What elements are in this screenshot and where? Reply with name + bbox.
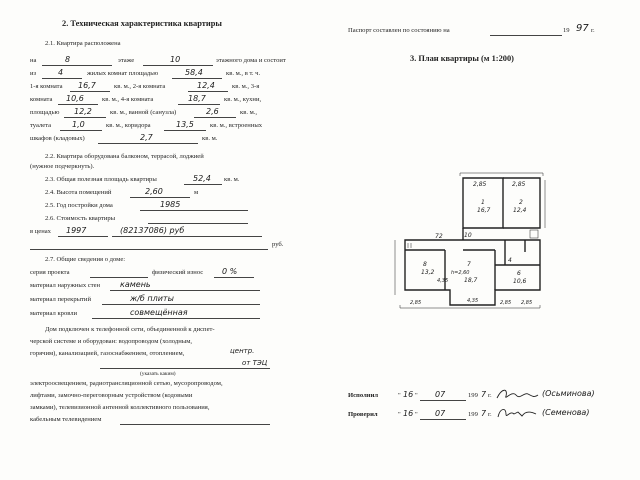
executed-month: 07 bbox=[435, 390, 446, 399]
plan-label-j: 13,2 bbox=[421, 269, 435, 276]
underline bbox=[178, 104, 220, 105]
plan-label-e: 2 bbox=[519, 199, 523, 206]
underline bbox=[490, 35, 562, 36]
room3-value: 10,6 bbox=[66, 94, 84, 103]
conn-line3: горячим), канализацией, газоснабжением, отоплением, bbox=[30, 350, 185, 357]
plan-label-d: 16,7 bbox=[477, 207, 491, 214]
underline bbox=[112, 236, 262, 237]
s21-row3-p3: кв. м., 3-я bbox=[232, 83, 260, 90]
underline bbox=[130, 197, 190, 198]
plan-label-c: 1 bbox=[481, 199, 485, 206]
passport-year-value: 97 bbox=[576, 23, 589, 34]
checked-year: 7 bbox=[481, 409, 487, 418]
s21-row4-p3: кв. м., кухни, bbox=[224, 96, 262, 103]
underline bbox=[164, 130, 206, 131]
underline bbox=[184, 184, 222, 185]
s21-row2-p3: кв. м., в т. ч. bbox=[226, 70, 261, 77]
year-built-value: 1985 bbox=[160, 200, 181, 209]
plan-label-g: 72 bbox=[435, 233, 443, 240]
executed-label: Исполнил bbox=[348, 392, 379, 399]
executed-day: 16 bbox=[403, 390, 414, 399]
s26-prefix: в ценах bbox=[30, 228, 51, 235]
underline bbox=[92, 318, 260, 319]
series-label: серия проекта bbox=[30, 269, 70, 276]
underline bbox=[140, 210, 248, 211]
conn-line5: лифтами, замочно-переговорным устройством (кодовыми bbox=[30, 392, 193, 399]
s26-label: 2.6. Стоимость квартиры bbox=[45, 215, 116, 222]
underline bbox=[143, 65, 213, 66]
executed-year-prefix: 199 bbox=[468, 392, 478, 399]
s21-row1-p1: на bbox=[30, 57, 37, 64]
floors-value: ж/б плиты bbox=[130, 294, 174, 303]
underline bbox=[172, 78, 222, 79]
passport-suffix: г. bbox=[591, 27, 595, 34]
s21-row4-p1: комната bbox=[30, 96, 53, 103]
room2-value: 12,4 bbox=[197, 81, 215, 90]
plan-label-n: 18,7 bbox=[464, 277, 478, 284]
closets-value: 2,7 bbox=[140, 133, 153, 142]
living-area-value: 58,4 bbox=[185, 68, 203, 77]
roof-label: материал кровли bbox=[30, 310, 78, 317]
plan-label-b: 2,85 bbox=[512, 181, 526, 188]
corridor-value: 13,5 bbox=[176, 120, 194, 129]
plan-label-i: 8 bbox=[423, 261, 427, 268]
plan-label-a: 2,85 bbox=[473, 181, 487, 188]
s21-row3-p2: кв. м., 2-я комната bbox=[114, 83, 166, 90]
executed-name: (Осьминова) bbox=[542, 389, 595, 398]
underline bbox=[98, 143, 198, 144]
plan-label-h: 10 bbox=[464, 232, 472, 239]
executed-year: 7 bbox=[481, 390, 487, 399]
s21-row5-p1: площадью bbox=[30, 109, 60, 116]
plan-label-p: 10,6 bbox=[513, 278, 527, 285]
plan-title: 3. План квартиры (м 1:200) bbox=[410, 54, 514, 63]
total-floors-value: 10 bbox=[170, 55, 181, 64]
total-area-value: 52,4 bbox=[193, 174, 211, 183]
s21-row5-p2: кв. м., ванной (санузла) bbox=[110, 109, 177, 116]
s24-label: 2.4. Высота помещений bbox=[45, 189, 112, 196]
walls-label: материал наружных стен bbox=[30, 282, 101, 289]
underline bbox=[58, 236, 108, 237]
underline bbox=[420, 400, 466, 401]
s21-row7-p1: шкафов (кладовых) bbox=[30, 135, 85, 142]
s21-row1-p3: этажного дома и состоит bbox=[216, 57, 286, 64]
s23-unit: кв. м. bbox=[224, 176, 240, 183]
plan-label-k: 4,35 bbox=[437, 278, 449, 284]
conn-line2: черской системе и оборудован: водопроводом (холодным, bbox=[30, 338, 193, 345]
underline bbox=[42, 65, 112, 66]
s21-row6-p2: кв. м., коридора bbox=[106, 122, 151, 129]
s21-row1-p2: этаже bbox=[118, 57, 135, 64]
bathroom-value: 2,6 bbox=[206, 107, 219, 116]
heat-value: центр. bbox=[230, 347, 255, 355]
plan-label-s: 2,85 bbox=[500, 300, 512, 306]
wear-label: физический износ bbox=[152, 269, 204, 276]
underline bbox=[60, 130, 102, 131]
plan-label-t: 2,85 bbox=[521, 300, 533, 306]
checked-suffix: г. bbox=[488, 411, 492, 418]
plan-label-l: 7 bbox=[467, 261, 471, 268]
room1-value: 16,7 bbox=[78, 81, 96, 90]
checked-label: Проверил bbox=[348, 411, 378, 418]
conn-note: (указать каким) bbox=[140, 371, 176, 377]
underline bbox=[214, 277, 254, 278]
price-year-value: 1997 bbox=[66, 226, 87, 235]
heat-value-2: от ТЭЦ bbox=[242, 359, 268, 367]
passport-year-prefix: 19 bbox=[563, 27, 570, 34]
s21-row2-p2: жилых комнат площадью bbox=[87, 70, 159, 77]
s25-label: 2.5. Год постройки дома bbox=[45, 202, 113, 209]
s22-line2: (нужное подчеркнуть). bbox=[30, 163, 95, 170]
walls-value: камень bbox=[120, 280, 151, 289]
s23-label: 2.3. Общая полезная площадь квартиры bbox=[45, 176, 157, 183]
underline bbox=[30, 249, 268, 250]
underline bbox=[70, 91, 110, 92]
executed-signature bbox=[494, 386, 540, 404]
conn-line4: электроосвещением, радиотрансляционной сетью, мусоропроводом, bbox=[30, 380, 223, 387]
s27-title: 2.7. Общие сведения о доме: bbox=[45, 256, 126, 263]
room4-value: 18,7 bbox=[188, 94, 206, 103]
price-value: (82137086) руб bbox=[120, 226, 185, 235]
conn-line6: замками), телевизионной антенной коллективного пользования, bbox=[30, 404, 210, 411]
s26-unit: руб. bbox=[272, 241, 284, 248]
floor-plan bbox=[385, 170, 555, 315]
wear-value: 0 % bbox=[222, 267, 238, 276]
plan-label-o: 6 bbox=[517, 270, 521, 277]
underline bbox=[420, 419, 466, 420]
plan-label-f: 12,4 bbox=[513, 207, 527, 214]
s21-title: 2.1. Квартира расположена bbox=[45, 40, 121, 47]
underline bbox=[90, 277, 148, 278]
underline bbox=[194, 117, 236, 118]
checked-day: 16 bbox=[403, 409, 414, 418]
s22-line1: 2.2. Квартира оборудована балконом, террасой, лоджией bbox=[45, 153, 204, 160]
plan-label-r: 2,85 bbox=[410, 300, 422, 306]
s21-row5-p3: кв. м., bbox=[240, 109, 258, 116]
plan-label-q: 4,35 bbox=[467, 298, 479, 304]
toilet-value: 1,0 bbox=[72, 120, 85, 129]
height-value: 2,60 bbox=[145, 187, 163, 196]
section-2-title: 2. Техническая характеристика квартиры bbox=[62, 19, 222, 28]
underline bbox=[64, 117, 106, 118]
s21-row2-p1: из bbox=[30, 70, 37, 77]
rooms-value: 4 bbox=[58, 68, 64, 77]
checked-year-prefix: 199 bbox=[468, 411, 478, 418]
floor-value: 8 bbox=[65, 55, 71, 64]
s21-row3-p1: 1-я комната bbox=[30, 83, 63, 90]
s21-row4-p2: кв. м., 4-я комната bbox=[102, 96, 154, 103]
underline bbox=[100, 368, 270, 369]
kitchen-value: 12,2 bbox=[74, 107, 92, 116]
underline bbox=[102, 304, 260, 305]
plan-label-m: h=2,60 bbox=[451, 270, 470, 276]
checked-name: (Семенова) bbox=[542, 408, 590, 417]
checked-month: 07 bbox=[435, 409, 446, 418]
underline bbox=[148, 223, 248, 224]
passport-label: Паспорт составлен по состоянию на bbox=[348, 27, 450, 34]
s24-unit: м bbox=[194, 189, 199, 196]
executed-suffix: г. bbox=[488, 392, 492, 399]
floors-label: материал перекрытий bbox=[30, 296, 91, 303]
roof-value: совмещённая bbox=[130, 308, 188, 317]
conn-line1: Дом подключен к телефонной сети, объединенной к диспет- bbox=[45, 326, 215, 333]
underline bbox=[42, 78, 82, 79]
underline bbox=[58, 104, 98, 105]
s21-row6-p3: кв. м., встроенных bbox=[210, 122, 263, 129]
underline bbox=[188, 91, 228, 92]
underline bbox=[120, 424, 270, 425]
checked-signature bbox=[494, 404, 540, 422]
plan-label-u: 4 bbox=[508, 257, 512, 264]
s21-row7-p2: кв. м. bbox=[202, 135, 218, 142]
s21-row6-p1: туалета bbox=[30, 122, 52, 129]
underline bbox=[110, 290, 260, 291]
conn-line7: кабельным телевидением bbox=[30, 416, 102, 423]
